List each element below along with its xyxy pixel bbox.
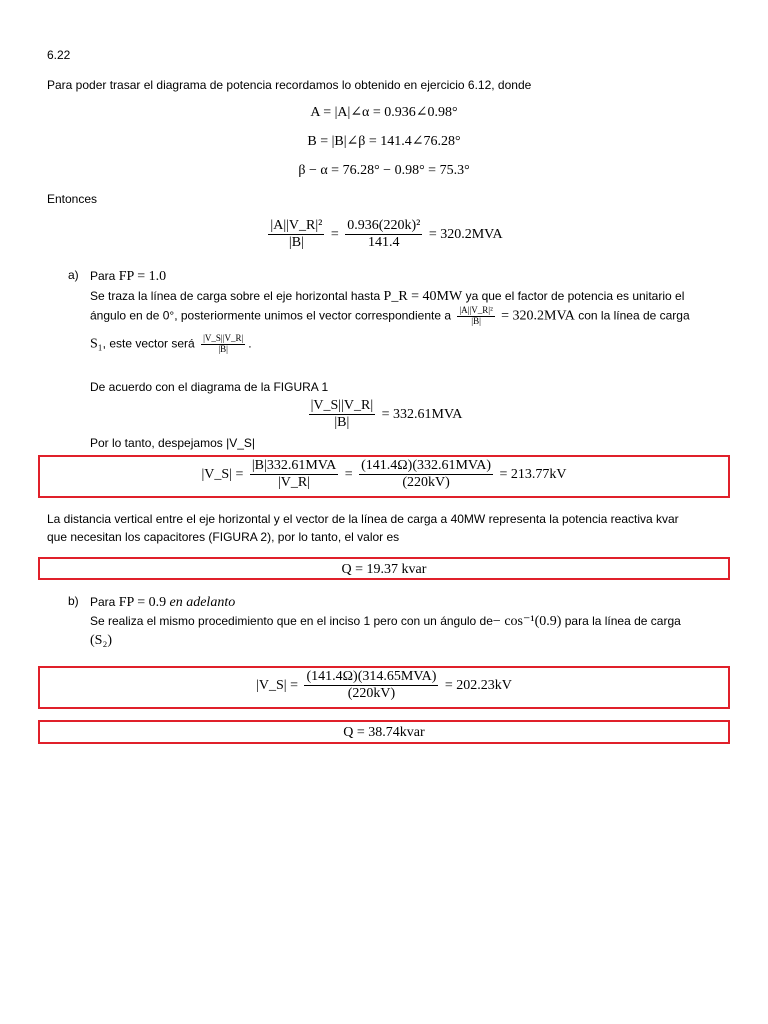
equation-beta-minus-alpha: β − α = 76.28° − 0.98° = 75.3° xyxy=(298,163,470,178)
vs-b-result: = 202.23kV xyxy=(444,677,512,693)
distance-text-line2: que necesitan los capacitores (FIGURA 2), por lo tanto, el valor es xyxy=(47,530,400,544)
fraction-numerator: |A||V_R|² xyxy=(268,218,324,235)
part-a-line3-fraction xyxy=(201,334,245,355)
vs-a-fraction2 xyxy=(359,458,493,491)
result-box-vs-b xyxy=(38,666,730,709)
part-a-title xyxy=(90,268,166,286)
part-a-line2 xyxy=(90,306,690,327)
intro-text: Para poder trasar el diagrama de potencia recordamos lo obtenido en ejercicio 6.12, donde xyxy=(47,78,532,92)
fraction-a-vr-over-b xyxy=(268,218,324,251)
vs-a-f1-den: |V_R| xyxy=(278,475,311,491)
vs-vr-result: = 332.61MVA xyxy=(381,406,463,422)
part-a-fp-value: FP = 1.0 xyxy=(118,269,167,284)
part-a-line3-frac-num: |V_S||V_R| xyxy=(203,333,244,343)
part-a-line2-prefix: ángulo en de 0°, posteriormente unimos el vector correspondiente a xyxy=(90,308,452,323)
vs-a-fraction1 xyxy=(250,458,338,491)
q-a-equation: Q = 19.37 kvar xyxy=(341,562,427,577)
vs-a-f2-num: (141.4Ω)(332.61MVA) xyxy=(359,458,493,475)
vs-a-f2-den: (220kV) xyxy=(402,475,450,491)
equation-a: A = |A|∠α = 0.936∠0.98° xyxy=(310,105,458,120)
part-a-line1-suffix: ya que el factor de potencia es unitario el xyxy=(465,289,685,303)
result-box-q-b xyxy=(38,720,730,744)
part-a-line1 xyxy=(90,288,684,306)
part-a-pr-value: P_R = 40MW xyxy=(383,289,463,304)
vs-b-f-den: (220kV) xyxy=(347,686,396,702)
problem-number: 6.22 xyxy=(47,48,71,62)
part-b-marker: b) xyxy=(68,594,79,608)
part-a-line2-frac-num: |A||V_R|² xyxy=(459,305,493,315)
part-b-leading: en adelanto xyxy=(169,595,236,610)
fraction-values-denominator: 141.4 xyxy=(368,235,400,251)
vs-b-f-num: (141.4Ω)(314.65MVA) xyxy=(304,669,438,686)
part-a-line3-text: , este vector será xyxy=(102,336,195,351)
part-b-line1 xyxy=(90,613,681,631)
part-a-marker: a) xyxy=(68,268,79,282)
despejamos-text: Por lo tanto, despejamos |V_S| xyxy=(90,436,255,450)
entonces-label: Entonces xyxy=(47,192,98,206)
main-fraction-equation: $\frac{\text{|A||V\_R|²}}{|B|}$ = $\frac{\text{0.936(220k)²}}{141.4}$ = 320.2MVA xyxy=(270,218,503,251)
vs-a-result: = 213.77kV xyxy=(499,466,567,482)
vs-vr-denominator: |B| xyxy=(334,415,350,431)
diagram-reference: De acuerdo con el diagrama de la FIGURA 1 xyxy=(90,380,329,394)
result-box-q-a xyxy=(38,557,730,580)
part-a-line2-result: = 320.2MVA xyxy=(501,308,575,324)
vs-b-lhs: |V_S| = xyxy=(256,677,298,693)
part-b-s2: (S₂) xyxy=(90,633,112,648)
part-b-angle: − cos⁻¹(0.9) xyxy=(492,614,562,629)
part-b-title xyxy=(90,594,235,612)
vs-vr-numerator: |V_S||V_R| xyxy=(309,398,376,415)
equation-b: B = |B|∠β = 141.4∠76.28° xyxy=(307,134,461,149)
part-a-title-prefix: Para xyxy=(90,269,116,283)
part-a-line2-suffix: con la línea de carga xyxy=(578,308,690,323)
vs-b-fraction xyxy=(304,669,438,702)
q-b-equation: Q = 38.74kvar xyxy=(343,725,425,740)
part-b-title-prefix: Para xyxy=(90,595,116,609)
part-b-line1-prefix: Se realiza el mismo procedimiento que en el inciso 1 pero con un ángulo de xyxy=(90,614,493,628)
vs-b-equation xyxy=(40,669,728,702)
fraction-denominator: |B| xyxy=(288,235,304,251)
part-a-line3-end: . xyxy=(248,336,252,351)
part-a-s1: S₁ xyxy=(90,336,103,352)
part-a-line1-prefix: Se traza la línea de carga sobre el eje horizontal hasta xyxy=(90,289,381,303)
part-a-line2-frac-den: |B| xyxy=(471,315,481,326)
part-a-line2-fraction xyxy=(457,306,494,327)
vs-a-lhs: |V_S| = xyxy=(201,466,244,482)
vs-a-f1-num: |B|332.61MVA xyxy=(250,458,338,475)
distance-text-line1: La distancia vertical entre el eje horizontal y el vector de la línea de carga a 40MW representa la potencia reactiva kvar xyxy=(47,512,679,526)
fraction-values xyxy=(345,218,422,251)
part-b-line1-suffix: para la línea de carga xyxy=(564,614,681,628)
part-a-line3-frac-den: |B| xyxy=(218,343,228,354)
vs-vr-equation xyxy=(0,398,768,431)
vs-a-equation: |V_S| = $\frac{\text{|B|332.61MVA}}{|V\_R|}$ = $\frac{\text{(141.4Ω)(332.61MVA)}}{(220kV)}$ = 213.77kV xyxy=(201,458,567,491)
vs-vr-fraction xyxy=(309,398,376,431)
main-result: = 320.2MVA xyxy=(428,226,503,242)
part-a-line3 xyxy=(90,334,252,355)
result-box-vs-a xyxy=(38,455,730,498)
fraction-values-numerator: 0.936(220k)² xyxy=(345,218,422,235)
part-b-fp-value: FP = 0.9 xyxy=(118,595,167,610)
